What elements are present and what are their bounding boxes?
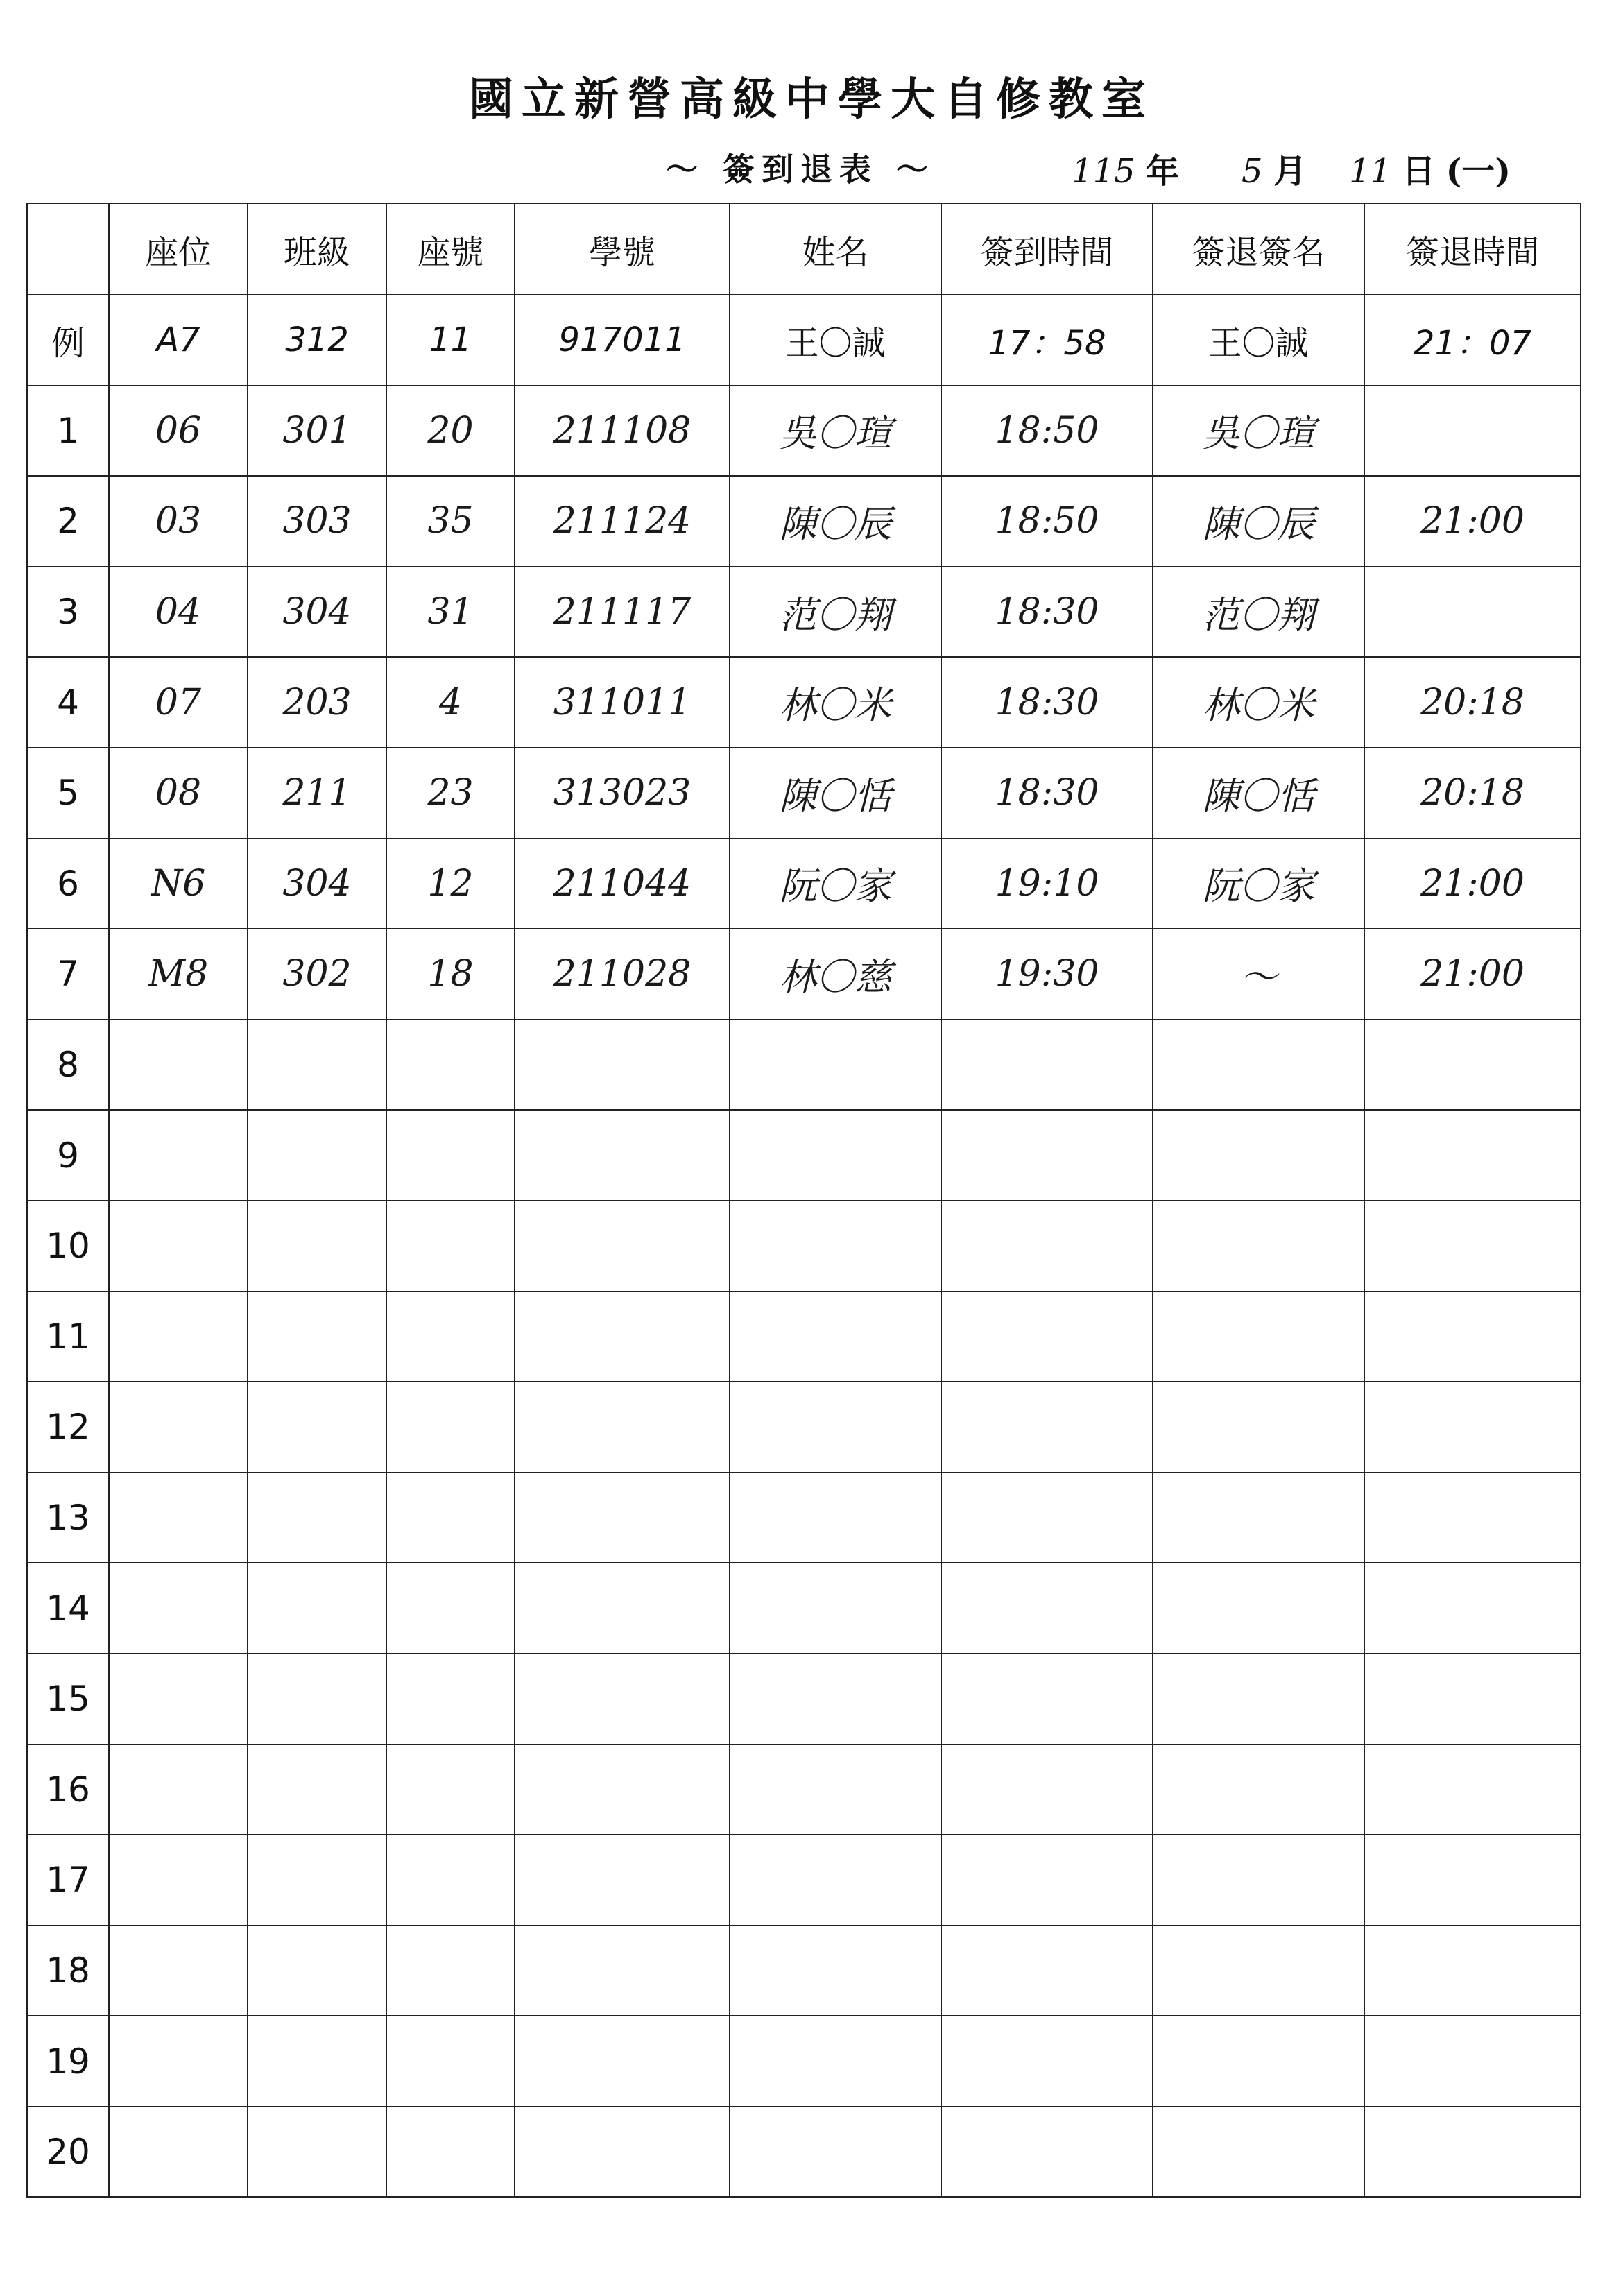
- class-cell[interactable]: [248, 1020, 386, 1111]
- name-cell[interactable]: [730, 1201, 941, 1292]
- row-number: 17: [27, 1835, 109, 1926]
- out-time-cell[interactable]: 20:18: [1364, 748, 1581, 839]
- out-signature-cell[interactable]: 范〇翔: [1153, 567, 1364, 658]
- student-id-cell[interactable]: 211044: [515, 839, 730, 929]
- seat-cell[interactable]: [109, 1835, 248, 1926]
- row-number: 12: [27, 1382, 109, 1473]
- sign-in-table: [26, 203, 1581, 2198]
- out-signature-cell[interactable]: 吳〇瑄: [1153, 386, 1364, 477]
- seat-cell[interactable]: 07: [109, 657, 248, 748]
- class-cell[interactable]: 304: [248, 567, 386, 658]
- name-cell[interactable]: 林〇米: [730, 657, 941, 748]
- seat-cell[interactable]: [109, 1745, 248, 1835]
- table-row: [27, 1563, 1581, 1654]
- class-cell[interactable]: [248, 1201, 386, 1292]
- in-time-cell[interactable]: [941, 1473, 1153, 1563]
- table-row: [27, 1926, 1581, 2016]
- number-cell[interactable]: [386, 1835, 515, 1926]
- student-id-cell[interactable]: [515, 1382, 730, 1473]
- date-weekday: (一): [1445, 152, 1511, 191]
- class-cell[interactable]: 304: [248, 839, 386, 929]
- in-time-cell[interactable]: [941, 2107, 1153, 2198]
- example-number: 11: [386, 295, 515, 386]
- number-cell[interactable]: [386, 1563, 515, 1654]
- number-cell[interactable]: [386, 1020, 515, 1111]
- out-time-cell[interactable]: 21:00: [1364, 929, 1581, 1020]
- number-cell[interactable]: 31: [386, 567, 515, 658]
- seat-cell[interactable]: [109, 2016, 248, 2107]
- date-year: [1072, 144, 1179, 192]
- seat-cell[interactable]: [109, 1201, 248, 1292]
- out-time-cell[interactable]: [1364, 1654, 1581, 1745]
- date-month-label: 月: [1273, 152, 1307, 191]
- number-cell[interactable]: [386, 2107, 515, 2198]
- name-cell[interactable]: 吳〇瑄: [730, 386, 941, 477]
- example-out-signature: 王〇誠: [1153, 295, 1364, 386]
- row-number: 19: [27, 2016, 109, 2107]
- seat-cell[interactable]: 08: [109, 748, 248, 839]
- out-time-cell[interactable]: 20:18: [1364, 657, 1581, 748]
- in-time-cell[interactable]: [941, 1654, 1153, 1745]
- table-row: [27, 1654, 1581, 1745]
- seat-cell[interactable]: [109, 1563, 248, 1654]
- out-time-cell[interactable]: [1364, 1382, 1581, 1473]
- in-time-cell[interactable]: 18:50: [941, 386, 1153, 477]
- date-year-label: 年: [1145, 152, 1179, 191]
- example-seat: A7: [109, 295, 248, 386]
- class-cell[interactable]: [248, 1926, 386, 2016]
- seat-cell[interactable]: [109, 1110, 248, 1201]
- table-row: [27, 1292, 1581, 1382]
- name-cell[interactable]: 林〇慈: [730, 929, 941, 1020]
- out-signature-cell[interactable]: [1153, 1020, 1364, 1111]
- out-signature-cell[interactable]: [1153, 1926, 1364, 2016]
- in-time-cell[interactable]: 18:50: [941, 476, 1153, 567]
- name-cell[interactable]: [730, 1563, 941, 1654]
- student-id-cell[interactable]: [515, 1020, 730, 1111]
- name-cell[interactable]: 范〇翔: [730, 567, 941, 658]
- seat-cell[interactable]: 06: [109, 386, 248, 477]
- header-class: 班級: [248, 203, 386, 295]
- page-title: 國立新營高級中學大自修教室: [469, 74, 1154, 126]
- example-label: 例: [27, 295, 109, 386]
- row-number: 4: [27, 657, 109, 748]
- row-number: 5: [27, 748, 109, 839]
- header-out-time: 簽退時間: [1364, 203, 1581, 295]
- seat-cell[interactable]: N6: [109, 839, 248, 929]
- example-row: [27, 295, 1581, 386]
- student-id-cell[interactable]: 211108: [515, 386, 730, 477]
- table-row: [27, 1745, 1581, 1835]
- out-signature-cell[interactable]: 陳〇恬: [1153, 748, 1364, 839]
- row-number: 13: [27, 1473, 109, 1563]
- class-cell[interactable]: [248, 2016, 386, 2107]
- row-number: 10: [27, 1201, 109, 1292]
- seat-cell[interactable]: [109, 1654, 248, 1745]
- in-time-cell[interactable]: [941, 1835, 1153, 1926]
- number-cell[interactable]: [386, 1926, 515, 2016]
- table-row: [27, 748, 1581, 839]
- example-in-time: 17：58: [941, 295, 1153, 386]
- in-time-cell[interactable]: [941, 1382, 1153, 1473]
- in-time-cell[interactable]: 18:30: [941, 748, 1153, 839]
- in-time-cell[interactable]: 18:30: [941, 567, 1153, 658]
- name-cell[interactable]: [730, 2107, 941, 2198]
- date-day-value: 11: [1349, 152, 1392, 191]
- out-signature-cell[interactable]: ～: [1153, 929, 1364, 1020]
- out-signature-cell[interactable]: [1153, 2107, 1364, 2198]
- student-id-cell[interactable]: [515, 2107, 730, 2198]
- header-name: 姓名: [730, 203, 941, 295]
- number-cell[interactable]: 20: [386, 386, 515, 477]
- out-time-cell[interactable]: [1364, 1745, 1581, 1835]
- row-number: 1: [27, 386, 109, 477]
- out-signature-cell[interactable]: [1153, 1292, 1364, 1382]
- table-row: [27, 657, 1581, 748]
- student-id-cell[interactable]: [515, 1926, 730, 2016]
- header-out-signature: 簽退簽名: [1153, 203, 1364, 295]
- number-cell[interactable]: [386, 1654, 515, 1745]
- class-cell[interactable]: 211: [248, 748, 386, 839]
- number-cell[interactable]: [386, 2016, 515, 2107]
- in-time-cell[interactable]: [941, 2016, 1153, 2107]
- name-cell[interactable]: [730, 1835, 941, 1926]
- in-time-cell[interactable]: [941, 1926, 1153, 2016]
- date-day: [1349, 144, 1511, 192]
- name-cell[interactable]: [730, 1926, 941, 2016]
- class-cell[interactable]: [248, 2107, 386, 2198]
- name-cell[interactable]: 陳〇辰: [730, 476, 941, 567]
- number-cell[interactable]: [386, 1201, 515, 1292]
- class-cell[interactable]: [248, 1835, 386, 1926]
- class-cell[interactable]: 203: [248, 657, 386, 748]
- seat-cell[interactable]: [109, 1926, 248, 2016]
- name-cell[interactable]: [730, 1654, 941, 1745]
- form-subtitle: ～ 簽到退表 ～: [666, 151, 936, 188]
- out-time-cell[interactable]: [1364, 2016, 1581, 2107]
- out-signature-cell[interactable]: [1153, 1563, 1364, 1654]
- student-id-cell[interactable]: 211117: [515, 567, 730, 658]
- student-id-cell[interactable]: [515, 2016, 730, 2107]
- out-signature-cell[interactable]: [1153, 1835, 1364, 1926]
- out-signature-cell[interactable]: [1153, 1110, 1364, 1201]
- out-time-cell[interactable]: [1364, 1292, 1581, 1382]
- out-signature-cell[interactable]: [1153, 1654, 1364, 1745]
- table-row: [27, 1020, 1581, 1111]
- out-signature-cell[interactable]: [1153, 1745, 1364, 1835]
- name-cell[interactable]: [730, 1292, 941, 1382]
- table-row: [27, 1473, 1581, 1563]
- row-number: 2: [27, 476, 109, 567]
- number-cell[interactable]: [386, 1382, 515, 1473]
- student-id-cell[interactable]: [515, 1835, 730, 1926]
- row-number: 3: [27, 567, 109, 658]
- name-cell[interactable]: [730, 1473, 941, 1563]
- seat-cell[interactable]: [109, 2107, 248, 2198]
- class-cell[interactable]: [248, 1654, 386, 1745]
- number-cell[interactable]: 12: [386, 839, 515, 929]
- row-number: 6: [27, 839, 109, 929]
- class-cell[interactable]: [248, 1292, 386, 1382]
- table-row: [27, 1110, 1581, 1201]
- number-cell[interactable]: [386, 1745, 515, 1835]
- table-row: [27, 839, 1581, 929]
- out-signature-cell[interactable]: [1153, 2016, 1364, 2107]
- name-cell[interactable]: [730, 1745, 941, 1835]
- row-number: 7: [27, 929, 109, 1020]
- out-time-cell[interactable]: [1364, 1201, 1581, 1292]
- number-cell[interactable]: 4: [386, 657, 515, 748]
- in-time-cell[interactable]: 19:30: [941, 929, 1153, 1020]
- out-signature-cell[interactable]: [1153, 1201, 1364, 1292]
- student-id-cell[interactable]: 313023: [515, 748, 730, 839]
- out-signature-cell[interactable]: 林〇米: [1153, 657, 1364, 748]
- number-cell[interactable]: 35: [386, 476, 515, 567]
- table-row: [27, 1201, 1581, 1292]
- row-number: 18: [27, 1926, 109, 2016]
- out-time-cell[interactable]: 21:00: [1364, 476, 1581, 567]
- student-id-cell[interactable]: [515, 1110, 730, 1201]
- class-cell[interactable]: [248, 1563, 386, 1654]
- row-number: 8: [27, 1020, 109, 1111]
- seat-cell[interactable]: [109, 1292, 248, 1382]
- name-cell[interactable]: 阮〇家: [730, 839, 941, 929]
- student-id-cell[interactable]: [515, 1654, 730, 1745]
- out-signature-cell[interactable]: [1153, 1382, 1364, 1473]
- date-day-label: 日: [1402, 152, 1436, 191]
- header-corner: [27, 203, 109, 295]
- out-time-cell[interactable]: [1364, 1473, 1581, 1563]
- date-month-value: 5: [1242, 152, 1263, 191]
- out-signature-cell[interactable]: 陳〇辰: [1153, 476, 1364, 567]
- out-time-cell[interactable]: 21:00: [1364, 839, 1581, 929]
- out-time-cell[interactable]: [1364, 1563, 1581, 1654]
- header-seat: 座位: [109, 203, 248, 295]
- row-number: 16: [27, 1745, 109, 1835]
- seat-cell[interactable]: [109, 1382, 248, 1473]
- out-time-cell[interactable]: [1364, 1835, 1581, 1926]
- class-cell[interactable]: [248, 1473, 386, 1563]
- student-id-cell[interactable]: 211124: [515, 476, 730, 567]
- in-time-cell[interactable]: [941, 1110, 1153, 1201]
- seat-cell[interactable]: [109, 1020, 248, 1111]
- out-time-cell[interactable]: [1364, 386, 1581, 477]
- class-cell[interactable]: 301: [248, 386, 386, 477]
- student-id-cell[interactable]: 311011: [515, 657, 730, 748]
- in-time-cell[interactable]: 18:30: [941, 657, 1153, 748]
- number-cell[interactable]: 18: [386, 929, 515, 1020]
- date-month: [1242, 144, 1307, 192]
- in-time-cell[interactable]: [941, 1292, 1153, 1382]
- number-cell[interactable]: [386, 1292, 515, 1382]
- name-cell[interactable]: [730, 1382, 941, 1473]
- student-id-cell[interactable]: 211028: [515, 929, 730, 1020]
- table-row: [27, 1835, 1581, 1926]
- seat-cell[interactable]: [109, 1473, 248, 1563]
- seat-cell[interactable]: 03: [109, 476, 248, 567]
- table-row: [27, 2016, 1581, 2107]
- number-cell[interactable]: [386, 1473, 515, 1563]
- table-row: [27, 476, 1581, 567]
- date-year-value: 115: [1072, 152, 1135, 191]
- out-time-cell[interactable]: [1364, 567, 1581, 658]
- out-time-cell[interactable]: [1364, 2107, 1581, 2198]
- name-cell[interactable]: 陳〇恬: [730, 748, 941, 839]
- class-cell[interactable]: [248, 1382, 386, 1473]
- student-id-cell[interactable]: [515, 1292, 730, 1382]
- class-cell[interactable]: 302: [248, 929, 386, 1020]
- out-time-cell[interactable]: [1364, 1110, 1581, 1201]
- example-class: 312: [248, 295, 386, 386]
- in-time-cell[interactable]: [941, 1745, 1153, 1835]
- in-time-cell[interactable]: [941, 1563, 1153, 1654]
- table-header-row: [27, 203, 1581, 295]
- row-number: 14: [27, 1563, 109, 1654]
- class-cell[interactable]: 303: [248, 476, 386, 567]
- class-cell[interactable]: [248, 1110, 386, 1201]
- row-number: 11: [27, 1292, 109, 1382]
- table-row: [27, 386, 1581, 477]
- header-in-time: 簽到時間: [941, 203, 1153, 295]
- seat-cell[interactable]: 04: [109, 567, 248, 658]
- out-signature-cell[interactable]: [1153, 1473, 1364, 1563]
- student-id-cell[interactable]: [515, 1473, 730, 1563]
- name-cell[interactable]: [730, 1020, 941, 1111]
- table-row: [27, 929, 1581, 1020]
- row-number: 9: [27, 1110, 109, 1201]
- table-row: [27, 2107, 1581, 2198]
- in-time-cell[interactable]: [941, 1020, 1153, 1111]
- header-number: 座號: [386, 203, 515, 295]
- table-row: [27, 567, 1581, 658]
- row-number: 20: [27, 2107, 109, 2198]
- class-cell[interactable]: [248, 1745, 386, 1835]
- row-number: 15: [27, 1654, 109, 1745]
- student-id-cell[interactable]: [515, 1201, 730, 1292]
- header-student-id: 學號: [515, 203, 730, 295]
- name-cell[interactable]: [730, 1110, 941, 1201]
- out-signature-cell[interactable]: 阮〇家: [1153, 839, 1364, 929]
- student-id-cell[interactable]: [515, 1563, 730, 1654]
- example-name: 王〇誠: [730, 295, 941, 386]
- seat-cell[interactable]: M8: [109, 929, 248, 1020]
- student-id-cell[interactable]: [515, 1745, 730, 1835]
- out-time-cell[interactable]: [1364, 1926, 1581, 2016]
- example-student-id: 917011: [515, 295, 730, 386]
- out-time-cell[interactable]: [1364, 1020, 1581, 1111]
- example-out-time: 21：07: [1364, 295, 1581, 386]
- name-cell[interactable]: [730, 2016, 941, 2107]
- table-row: [27, 1382, 1581, 1473]
- number-cell[interactable]: 23: [386, 748, 515, 839]
- number-cell[interactable]: [386, 1110, 515, 1201]
- in-time-cell[interactable]: 19:10: [941, 839, 1153, 929]
- in-time-cell[interactable]: [941, 1201, 1153, 1292]
